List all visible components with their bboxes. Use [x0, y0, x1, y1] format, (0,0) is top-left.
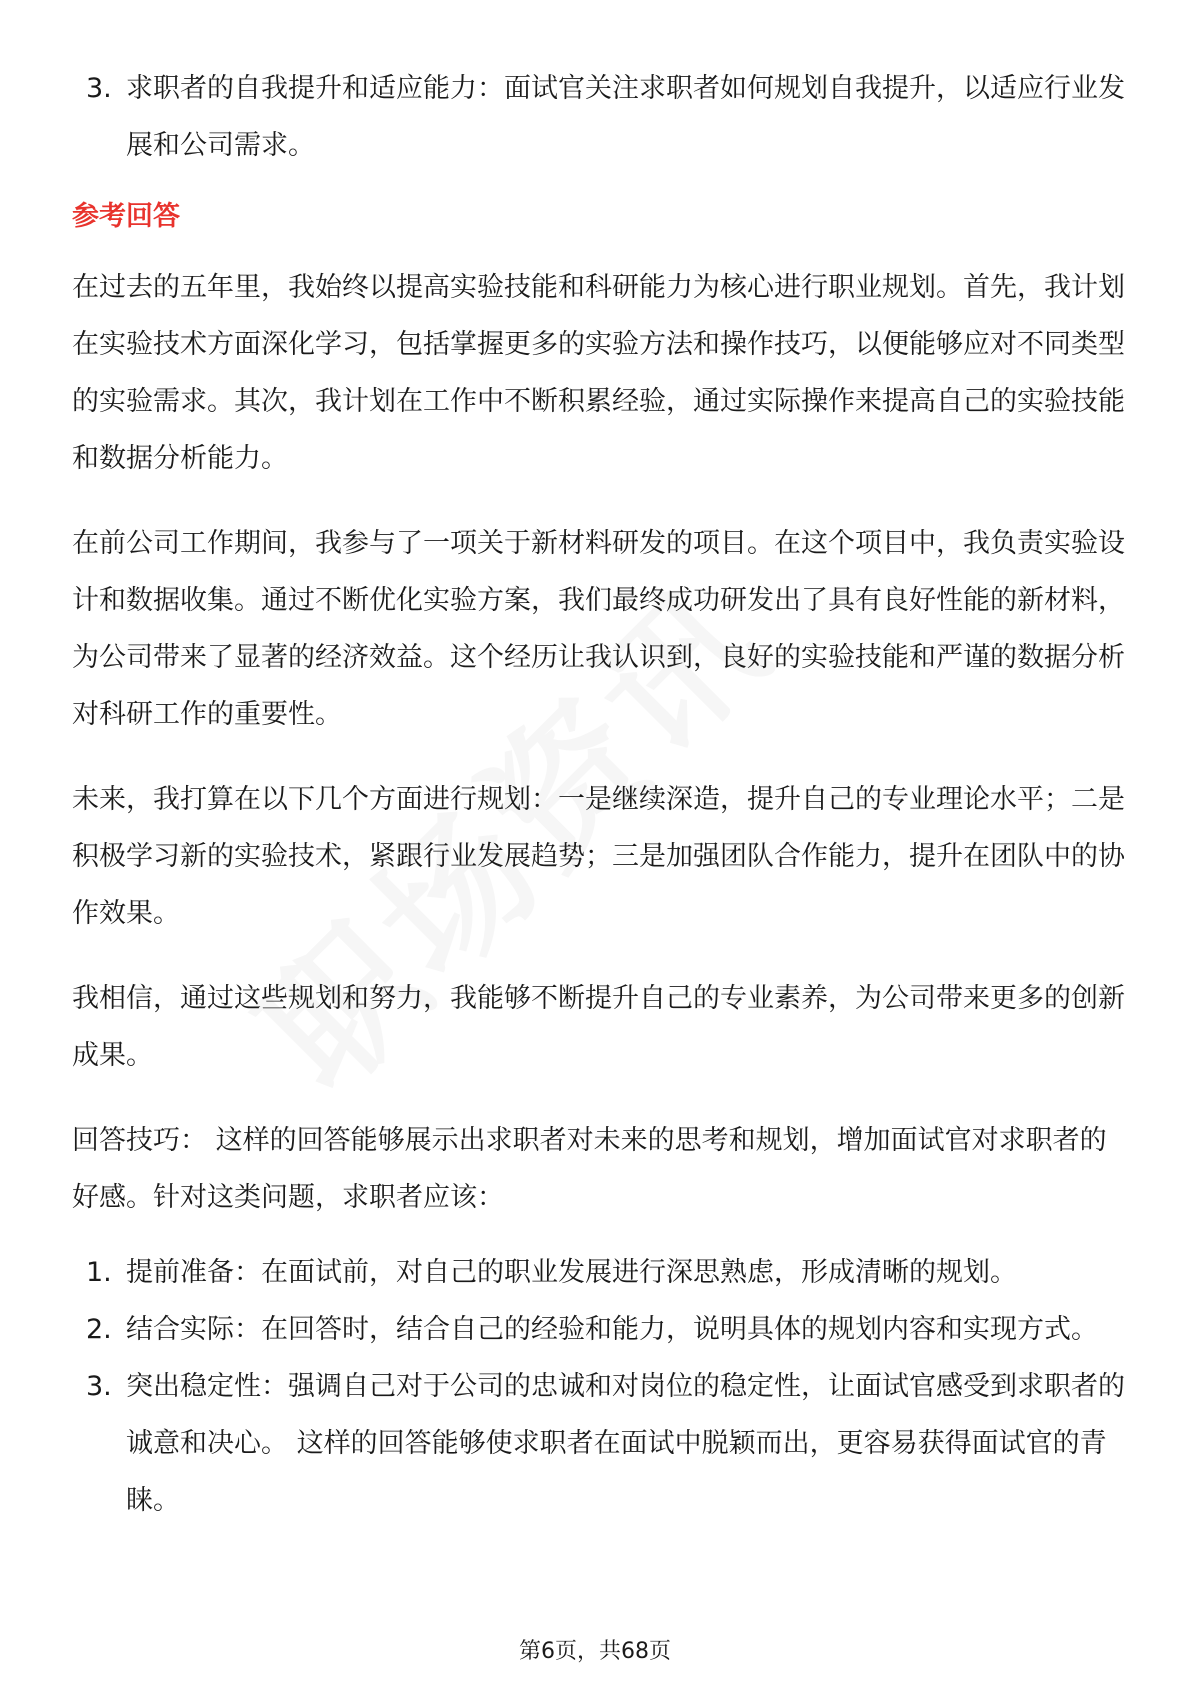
interviewer-focus-list	[72, 60, 1128, 174]
list-item	[72, 1358, 1128, 1529]
list-item-number: 2.	[86, 1314, 112, 1345]
answer-paragraph: 我相信，通过这些规划和努力，我能够不断提升自己的专业素养，为公司带来更多的创新成果。	[72, 983, 1125, 1071]
answer-paragraph: 在过去的五年里，我始终以提高实验技能和科研能力为核心进行职业规划。首先，我计划在实验技术方面深化学习，包括掌握更多的实验方法和操作技巧，以便能够应对不同类型的实验需求。其次，我计划在工作中不断积累经验，通过实际操作来提高自己的实验技能和数据分析能力。	[72, 272, 1125, 474]
list-item-number: 3.	[86, 1371, 112, 1402]
list-item-text: 结合实际：在回答时，结合自己的经验和能力，说明具体的规划内容和实现方式。	[126, 1314, 1098, 1345]
tips-list	[72, 1244, 1128, 1529]
list-item	[72, 1244, 1128, 1301]
list-item	[72, 1301, 1128, 1358]
list-item-text: 求职者的自我提升和适应能力：面试官关注求职者如何规划自我提升，以适应行业发展和公司需求。	[126, 73, 1125, 161]
list-item	[72, 60, 1128, 174]
tips-intro-paragraph: 回答技巧： 这样的回答能够展示出求职者对未来的思考和规划，增加面试官对求职者的好感。针对这类问题，求职者应该：	[72, 1125, 1107, 1213]
page-content	[72, 58, 1128, 1529]
section-heading: 参考回答	[72, 201, 180, 232]
answer-paragraph: 在前公司工作期间，我参与了一项关于新材料研发的项目。在这个项目中，我负责实验设计和数据收集。通过不断优化实验方案，我们最终成功研发出了具有良好性能的新材料，为公司带来了显著的经济效益。这个经历让我认识到，良好的实验技能和严谨的数据分析对科研工作的重要性。	[72, 528, 1125, 730]
list-item-number: 1.	[86, 1257, 112, 1288]
answer-paragraph: 未来，我打算在以下几个方面进行规划：一是继续深造，提升自己的专业理论水平；二是积极学习新的实验技术，紧跟行业发展趋势；三是加强团队合作能力，提升在团队中的协作效果。	[72, 784, 1125, 929]
list-item-number: 3.	[86, 73, 112, 104]
list-item-text: 提前准备：在面试前，对自己的职业发展进行深思熟虑，形成清晰的规划。	[126, 1257, 1017, 1288]
list-item-text: 突出稳定性：强调自己对于公司的忠诚和对岗位的稳定性，让面试官感受到求职者的诚意和决心。 这样的回答能够使求职者在面试中脱颖而出，更容易获得面试官的青睐。	[126, 1371, 1125, 1516]
page-number-footer: 第6页，共68页	[519, 1639, 671, 1664]
